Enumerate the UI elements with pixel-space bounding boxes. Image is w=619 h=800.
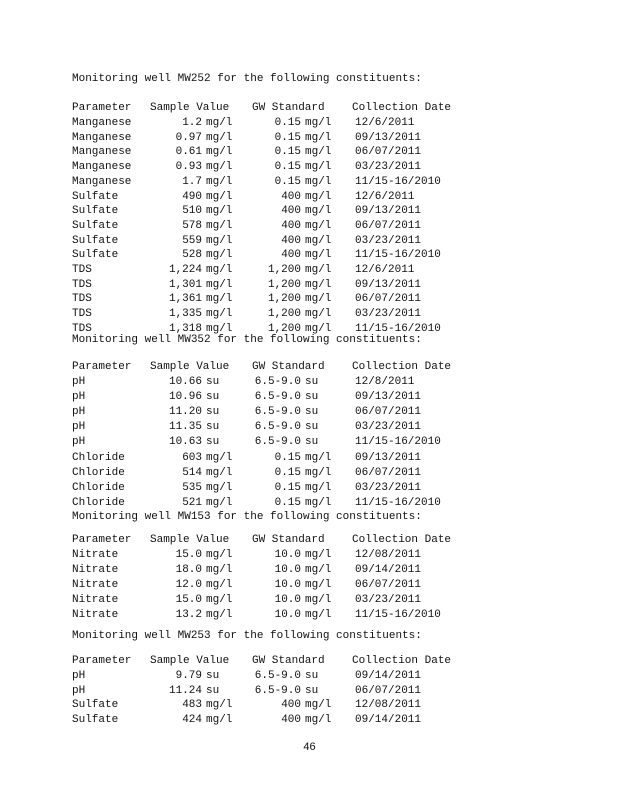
gw-standard-cell: 0.15: [274, 175, 301, 188]
sample-unit-cell: mg/l: [206, 308, 233, 321]
collection-date-cell: 03/23/2011: [355, 234, 422, 247]
gw-standard-unit-cell: mg/l: [305, 293, 332, 306]
gw-standard-cell: 1,200: [267, 278, 301, 291]
gw-standard-cell: 400: [281, 234, 301, 247]
collection-date-cell: 11/15-16/2010: [355, 496, 441, 509]
gw-standard-cell: 400: [281, 205, 301, 218]
sample-unit-cell: mg/l: [206, 146, 233, 159]
parameter-cell: Nitrate: [72, 579, 119, 591]
sample-unit-cell: mg/l: [206, 549, 233, 561]
column-header-parameter: Parameter: [72, 534, 132, 546]
gw-standard-cell: 0.15: [274, 496, 301, 509]
gw-standard-unit-cell: mg/l: [305, 161, 332, 174]
column-header-parameter: Parameter: [72, 361, 132, 373]
column-header-parameter: Parameter: [72, 655, 132, 667]
collection-date-cell: 03/23/2011: [355, 161, 422, 174]
sample-unit-cell: mg/l: [206, 451, 233, 464]
column-header-sample-value: Sample Value: [150, 102, 230, 114]
sample-unit-cell: mg/l: [206, 234, 233, 247]
gw-standard-unit-cell: su: [305, 406, 319, 419]
column-header-parameter: Parameter: [72, 102, 132, 114]
collection-date-cell: 06/07/2011: [355, 579, 422, 591]
column-header-sample-value: Sample Value: [150, 534, 230, 546]
gw-standard-unit-cell: mg/l: [305, 117, 332, 129]
gw-standard-cell: 0.15: [274, 481, 301, 494]
gw-standard-unit-cell: mg/l: [305, 249, 332, 262]
sample-value-cell: 535: [182, 481, 202, 494]
sample-unit-cell: mg/l: [206, 564, 233, 576]
column-header-collection-date: Collection Date: [352, 534, 452, 546]
collection-date-cell: 11/15-16/2010: [355, 322, 441, 335]
gw-standard-cell: 400: [281, 699, 301, 711]
parameter-cell: Sulfate: [72, 713, 119, 726]
section-heading: Monitoring well MW253 for the following constituents:: [72, 630, 422, 642]
gw-standard-unit-cell: mg/l: [305, 594, 332, 606]
parameter-cell: Sulfate: [72, 234, 119, 247]
sample-value-cell: 1,301: [168, 278, 202, 291]
sample-unit-cell: mg/l: [206, 496, 233, 509]
parameter-cell: pH: [72, 670, 86, 682]
gw-standard-unit-cell: mg/l: [305, 175, 332, 188]
section-heading: Monitoring well MW153 for the following constituents:: [72, 511, 422, 523]
sample-unit-cell: mg/l: [206, 219, 233, 232]
sample-value-cell: 528: [182, 249, 202, 262]
gw-standard-unit-cell: su: [305, 421, 319, 434]
sample-value-cell: 1,335: [168, 308, 202, 321]
sample-unit-cell: mg/l: [206, 278, 233, 291]
gw-standard-cell: 0.15: [274, 451, 301, 464]
collection-date-cell: 09/13/2011: [355, 205, 422, 218]
sample-value-cell: 12.0: [175, 579, 202, 591]
sample-unit-cell: su: [206, 670, 220, 682]
collection-date-cell: 06/07/2011: [355, 146, 422, 159]
sample-value-cell: 10.66: [168, 376, 202, 388]
gw-standard-cell: 6.5-9.0: [254, 421, 301, 434]
gw-standard-cell: 6.5-9.0: [254, 684, 301, 697]
collection-date-cell: 09/13/2011: [355, 278, 422, 291]
section-heading: Monitoring well MW352 for the following constituents:: [72, 334, 422, 346]
gw-standard-unit-cell: su: [305, 391, 319, 404]
parameter-cell: pH: [72, 376, 86, 388]
table-header: [72, 101, 452, 116]
gw-standard-unit-cell: mg/l: [305, 496, 332, 509]
sample-unit-cell: mg/l: [206, 713, 233, 726]
sample-unit-cell: mg/l: [206, 594, 233, 606]
gw-standard-unit-cell: mg/l: [305, 322, 332, 335]
gw-standard-cell: 0.15: [274, 131, 301, 144]
sample-value-cell: 521: [182, 496, 202, 509]
collection-date-cell: 03/23/2011: [355, 308, 422, 321]
gw-standard-cell: 1,200: [267, 322, 301, 335]
sample-value-cell: 578: [182, 219, 202, 232]
sample-value-cell: 490: [182, 190, 202, 203]
gw-standard-cell: 400: [281, 249, 301, 262]
sample-value-cell: 11.20: [168, 406, 202, 419]
parameter-cell: Nitrate: [72, 564, 119, 576]
parameter-cell: TDS: [72, 278, 92, 291]
gw-standard-unit-cell: mg/l: [305, 451, 332, 464]
collection-date-cell: 06/07/2011: [355, 219, 422, 232]
parameter-cell: Sulfate: [72, 699, 119, 711]
sample-value-cell: 559: [182, 234, 202, 247]
sample-value-cell: 15.0: [175, 594, 202, 606]
sample-value-cell: 514: [182, 466, 202, 479]
collection-date-cell: 12/8/2011: [355, 376, 415, 388]
gw-standard-unit-cell: su: [305, 670, 319, 682]
sample-value-cell: 11.24: [168, 684, 202, 697]
gw-standard-cell: 400: [281, 190, 301, 203]
table-header: [72, 360, 452, 375]
parameter-cell: pH: [72, 406, 86, 419]
sample-value-cell: 0.97: [175, 131, 202, 144]
gw-standard-cell: 1,200: [267, 308, 301, 321]
parameter-cell: pH: [72, 436, 86, 449]
parameter-cell: Manganese: [72, 146, 132, 159]
collection-date-cell: 06/07/2011: [355, 684, 422, 697]
gw-standard-cell: 6.5-9.0: [254, 376, 301, 388]
column-header-gw-standard: GW Standard: [252, 655, 325, 667]
sample-value-cell: 1,224: [168, 264, 202, 276]
sample-unit-cell: mg/l: [206, 466, 233, 479]
parameter-cell: Nitrate: [72, 594, 119, 606]
column-header-gw-standard: GW Standard: [252, 102, 325, 114]
sample-unit-cell: su: [206, 684, 220, 697]
gw-standard-cell: 0.15: [274, 146, 301, 159]
collection-date-cell: 12/08/2011: [355, 699, 422, 711]
parameter-cell: Nitrate: [72, 549, 119, 561]
column-header-collection-date: Collection Date: [352, 655, 452, 667]
parameter-cell: Sulfate: [72, 249, 119, 262]
collection-date-cell: 12/6/2011: [355, 264, 415, 276]
column-header-collection-date: Collection Date: [352, 102, 452, 114]
sample-value-cell: 483: [182, 699, 202, 711]
sample-value-cell: 603: [182, 451, 202, 464]
parameter-cell: Chloride: [72, 466, 125, 479]
parameter-cell: Manganese: [72, 161, 132, 174]
sample-unit-cell: mg/l: [206, 293, 233, 306]
collection-date-cell: 12/6/2011: [355, 117, 415, 129]
gw-standard-unit-cell: mg/l: [305, 131, 332, 144]
gw-standard-unit-cell: mg/l: [305, 190, 332, 203]
parameter-cell: TDS: [72, 308, 92, 321]
gw-standard-unit-cell: mg/l: [305, 264, 332, 276]
gw-standard-unit-cell: mg/l: [305, 549, 332, 561]
sample-value-cell: 424: [182, 713, 202, 726]
collection-date-cell: 09/13/2011: [355, 131, 422, 144]
parameter-cell: Sulfate: [72, 190, 119, 203]
collection-date-cell: 11/15-16/2010: [355, 249, 441, 262]
sample-unit-cell: mg/l: [206, 579, 233, 591]
collection-date-cell: 06/07/2011: [355, 466, 422, 479]
gw-standard-unit-cell: su: [305, 684, 319, 697]
gw-standard-cell: 0.15: [274, 117, 301, 129]
parameter-cell: Manganese: [72, 117, 132, 129]
sample-unit-cell: mg/l: [206, 609, 233, 621]
parameter-cell: Sulfate: [72, 205, 119, 218]
sample-value-cell: 13.2: [175, 609, 202, 621]
collection-date-cell: 12/08/2011: [355, 549, 422, 561]
gw-standard-cell: 10.0: [274, 579, 301, 591]
gw-standard-unit-cell: mg/l: [305, 205, 332, 218]
parameter-cell: Chloride: [72, 481, 125, 494]
collection-date-cell: 06/07/2011: [355, 293, 422, 306]
column-header-gw-standard: GW Standard: [252, 361, 325, 373]
sample-value-cell: 0.61: [175, 146, 202, 159]
gw-standard-cell: 6.5-9.0: [254, 406, 301, 419]
sample-value-cell: 9.79: [175, 670, 202, 682]
table-header: [72, 533, 452, 548]
sample-unit-cell: su: [206, 391, 220, 404]
sample-unit-cell: mg/l: [206, 322, 233, 335]
gw-standard-unit-cell: mg/l: [305, 699, 332, 711]
sample-unit-cell: mg/l: [206, 161, 233, 174]
sample-value-cell: 1.2: [182, 117, 202, 129]
gw-standard-cell: 400: [281, 713, 301, 726]
parameter-cell: pH: [72, 421, 86, 434]
parameter-cell: Manganese: [72, 131, 132, 144]
sample-unit-cell: mg/l: [206, 131, 233, 144]
collection-date-cell: 03/23/2011: [355, 481, 422, 494]
sample-unit-cell: mg/l: [206, 481, 233, 494]
gw-standard-unit-cell: mg/l: [305, 278, 332, 291]
collection-date-cell: 06/07/2011: [355, 406, 422, 419]
parameter-cell: TDS: [72, 293, 92, 306]
parameter-cell: TDS: [72, 264, 92, 276]
sample-unit-cell: mg/l: [206, 699, 233, 711]
sample-unit-cell: mg/l: [206, 264, 233, 276]
gw-standard-cell: 1,200: [267, 264, 301, 276]
collection-date-cell: 11/15-16/2010: [355, 436, 441, 449]
collection-date-cell: 11/15-16/2010: [355, 609, 441, 621]
gw-standard-cell: 10.0: [274, 594, 301, 606]
sample-value-cell: 1,318: [168, 322, 202, 335]
collection-date-cell: 03/23/2011: [355, 594, 422, 606]
collection-date-cell: 09/13/2011: [355, 451, 422, 464]
column-header-sample-value: Sample Value: [150, 361, 230, 373]
gw-standard-cell: 1,200: [267, 293, 301, 306]
collection-date-cell: 09/14/2011: [355, 670, 422, 682]
column-header-gw-standard: GW Standard: [252, 534, 325, 546]
parameter-cell: Chloride: [72, 496, 125, 509]
gw-standard-unit-cell: mg/l: [305, 564, 332, 576]
gw-standard-cell: 6.5-9.0: [254, 391, 301, 404]
sample-unit-cell: mg/l: [206, 117, 233, 129]
collection-date-cell: 03/23/2011: [355, 421, 422, 434]
gw-standard-unit-cell: mg/l: [305, 609, 332, 621]
collection-date-cell: 09/14/2011: [355, 713, 422, 726]
collection-date-cell: 12/6/2011: [355, 190, 415, 203]
parameter-cell: pH: [72, 391, 86, 404]
gw-standard-unit-cell: mg/l: [305, 579, 332, 591]
gw-standard-cell: 10.0: [274, 549, 301, 561]
sample-value-cell: 10.63: [168, 436, 202, 449]
sample-unit-cell: mg/l: [206, 249, 233, 262]
gw-standard-unit-cell: mg/l: [305, 713, 332, 726]
parameter-cell: Chloride: [72, 451, 125, 464]
sample-value-cell: 11.35: [168, 421, 202, 434]
sample-value-cell: 18.0: [175, 564, 202, 576]
page-number: 46: [303, 741, 316, 753]
parameter-cell: Sulfate: [72, 219, 119, 232]
gw-standard-unit-cell: su: [305, 436, 319, 449]
gw-standard-cell: 10.0: [274, 564, 301, 576]
sample-value-cell: 510: [182, 205, 202, 218]
parameter-cell: TDS: [72, 322, 92, 335]
sample-unit-cell: su: [206, 436, 220, 449]
sample-unit-cell: su: [206, 421, 220, 434]
sample-value-cell: 10.96: [168, 391, 202, 404]
column-header-collection-date: Collection Date: [352, 361, 452, 373]
section-heading: Monitoring well MW252 for the following constituents:: [72, 73, 422, 85]
sample-unit-cell: su: [206, 406, 220, 419]
gw-standard-cell: 400: [281, 219, 301, 232]
sample-unit-cell: mg/l: [206, 190, 233, 203]
parameter-cell: Manganese: [72, 175, 132, 188]
gw-standard-cell: 6.5-9.0: [254, 436, 301, 449]
sample-unit-cell: mg/l: [206, 175, 233, 188]
table-header: [72, 654, 452, 669]
sample-unit-cell: mg/l: [206, 205, 233, 218]
gw-standard-unit-cell: su: [305, 376, 319, 388]
gw-standard-unit-cell: mg/l: [305, 146, 332, 159]
sample-unit-cell: su: [206, 376, 220, 388]
gw-standard-unit-cell: mg/l: [305, 466, 332, 479]
sample-value-cell: 1.7: [182, 175, 202, 188]
collection-date-cell: 11/15-16/2010: [355, 175, 441, 188]
gw-standard-unit-cell: mg/l: [305, 481, 332, 494]
gw-standard-cell: 6.5-9.0: [254, 670, 301, 682]
gw-standard-cell: 0.15: [274, 466, 301, 479]
sample-value-cell: 1,361: [168, 293, 202, 306]
gw-standard-cell: 10.0: [274, 609, 301, 621]
sample-value-cell: 15.0: [175, 549, 202, 561]
sample-value-cell: 0.93: [175, 161, 202, 174]
gw-standard-unit-cell: mg/l: [305, 308, 332, 321]
parameter-cell: pH: [72, 684, 86, 697]
collection-date-cell: 09/13/2011: [355, 391, 422, 404]
gw-standard-unit-cell: mg/l: [305, 234, 332, 247]
column-header-sample-value: Sample Value: [150, 655, 230, 667]
gw-standard-unit-cell: mg/l: [305, 219, 332, 232]
gw-standard-cell: 0.15: [274, 161, 301, 174]
parameter-cell: Nitrate: [72, 609, 119, 621]
collection-date-cell: 09/14/2011: [355, 564, 422, 576]
